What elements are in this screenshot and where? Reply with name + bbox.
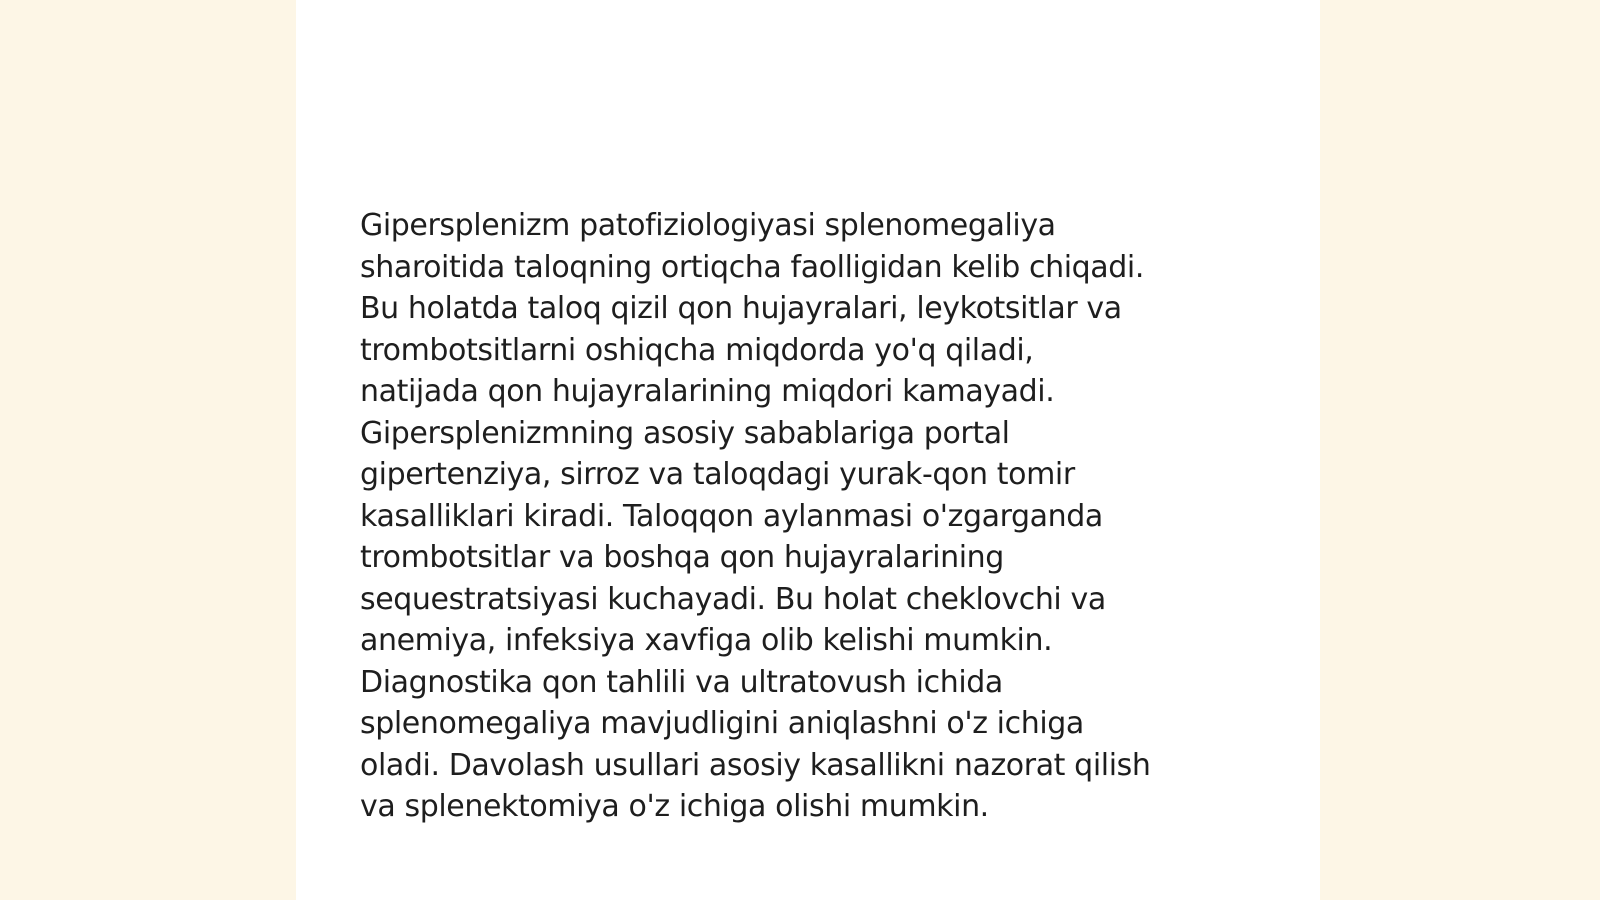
document-page bbox=[296, 0, 1320, 900]
paragraph-line: kasalliklari kiradi. Taloqqon aylanmasi o'zgarganda bbox=[360, 498, 1103, 534]
paragraph-line: trombotsitlarni oshiqcha miqdorda yo'q qiladi, bbox=[360, 332, 1034, 368]
paragraph-line: sequestratsiyasi kuchayadi. Bu holat cheklovchi va bbox=[360, 581, 1106, 617]
paragraph-line: sharoitida taloqning ortiqcha faolligidan kelib chiqadi. bbox=[360, 249, 1144, 285]
paragraph-line: gipertenziya, sirroz va taloqdagi yurak-qon tomir bbox=[360, 457, 1075, 492]
paragraph-line: Bu holatda taloq qizil qon hujayralari, leykotsitlar va bbox=[360, 291, 1122, 326]
paragraph-line: trombotsitlar va boshqa qon hujayralarining bbox=[360, 540, 1004, 575]
paragraph-line: splenomegaliya mavjudligini aniqlashni o'z ichiga bbox=[360, 706, 1084, 741]
paragraph-line: Gipersplenizm patofiziologiyasi splenomegaliya bbox=[360, 208, 1056, 243]
paragraph-line: natijada qon hujayralarining miqdori kamayadi. bbox=[360, 374, 1055, 409]
paragraph-line: oladi. Davolash usullari asosiy kasallikni nazorat qilish bbox=[360, 747, 1151, 783]
paragraph-line: va splenektomiya o'z ichiga olishi mumkin. bbox=[360, 789, 989, 824]
paragraph-line: Gipersplenizmning asosiy sabablariga portal bbox=[360, 415, 1010, 451]
body-paragraph bbox=[360, 205, 1260, 828]
paragraph-line: anemiya, infeksiya xavfiga olib kelishi mumkin. bbox=[360, 623, 1053, 658]
paragraph-line: Diagnostika qon tahlili va ultratovush ichida bbox=[360, 664, 1003, 700]
